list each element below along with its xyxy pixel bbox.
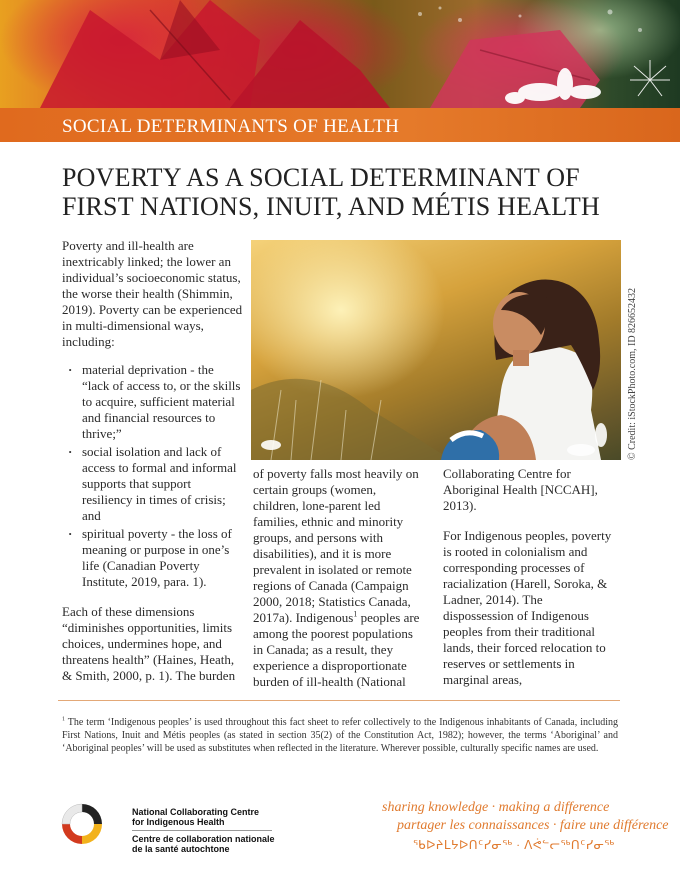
ncc-circle-logo-icon bbox=[58, 800, 106, 848]
section-title: SOCIAL DETERMINANTS OF HEALTH bbox=[62, 116, 400, 137]
list-item: · material deprivation - the “lack of access to, or the skills to acquire, sufficient material and financial resources to thrive;” bbox=[82, 362, 244, 442]
page-title-line-2: FIRST NATIONS, INUIT, AND MÉTIS HEALTH bbox=[62, 192, 600, 221]
page-title bbox=[62, 163, 642, 221]
text-column-1 bbox=[62, 238, 244, 684]
paragraph-burden-part-2: peoples are among the poorest populations in Canada; as a result, they experience a disproportionate burden of ill-health (National bbox=[253, 610, 420, 689]
org-name-french-1: Centre de collaboration nationale bbox=[132, 834, 275, 844]
child-portrait-illustration bbox=[251, 240, 621, 460]
org-name-english-1: National Collaborating Centre bbox=[132, 807, 260, 817]
footnote-divider bbox=[58, 700, 620, 701]
footnote-marker: 1 bbox=[62, 716, 65, 723]
org-name-french-2: de la santé autochtone bbox=[132, 844, 230, 854]
org-name-rule bbox=[132, 830, 272, 831]
section-band bbox=[0, 108, 680, 142]
paragraph-nccah-citation: Collaborating Centre for Aboriginal Health [NCCAH], 2013). bbox=[443, 466, 598, 513]
footnote-ref: 1 bbox=[353, 609, 358, 619]
poverty-dimensions-list bbox=[62, 362, 244, 590]
footnote bbox=[62, 716, 618, 755]
paragraph-burden-part-1: of poverty falls most heavily on certain groups (women, children, lone-parent led families, ethnic and minority groups, and persons with disabilities), and it is more prevalent in isolated or remote regions of Canada (Campaign 2000, 2018; Statistics Canada, 2017a). Indigenous bbox=[253, 466, 419, 625]
photo-credit: © Credit: iStockPhoto.com, ID 826652432 bbox=[627, 287, 638, 460]
autumn-leaves-illustration bbox=[0, 0, 680, 108]
list-item: · spiritual poverty - the loss of meaning or purpose in one’s life (Canadian Poverty Institute, 2019, para. 1). bbox=[82, 526, 244, 590]
page-title-line-1: POVERTY AS A SOCIAL DETERMINANT OF bbox=[62, 163, 580, 192]
text-column-3 bbox=[443, 466, 613, 688]
list-item: · social isolation and lack of access to formal and informal supports that support resiliency in times of crisis; and bbox=[82, 444, 244, 524]
organization-name bbox=[132, 807, 275, 854]
org-name-english-2: for Indigenous Health bbox=[132, 817, 225, 827]
tagline-english: sharing knowledge · making a difference bbox=[382, 800, 610, 815]
intro-paragraph: Poverty and ill-health are inextricably linked; the lower an individual’s socioeconomic status, the worse their health (Shimmin, 2019). Poverty can be experienced in multi-dimensional ways, including: bbox=[62, 238, 243, 349]
header-photo-banner bbox=[0, 0, 680, 108]
footnote-text: The term ‘Indigenous peoples’ is used throughout this fact sheet to refer collectively to the Indigenous inhabitants of Canada, including First Nations, Inuit and Métis peoples (as stated in section 35(2) of the Constitution Act, 1982); however, the terms ‘Aboriginal’ and ‘Aboriginal peoples’ will be used as substitutes when reflected in the literature. Wherever possible, culturally specific names are used. bbox=[62, 717, 618, 754]
paragraph-burden bbox=[253, 466, 423, 690]
child-photo bbox=[251, 240, 621, 460]
paragraph-colonialism: For Indigenous peoples, poverty is rooted in colonialism and corresponding processes of racialization (Harell, Soroka, & Ladner, 2014). The dispossession of Indigenous peoples from their traditional lands, their forced relocation to reserves or settlements in marginal areas, bbox=[443, 528, 612, 687]
tagline-syllabics: ᖃᐅᔨᒪᔭᐅᑎᑦᓯᓂᖅ · ᐱᕚᓪᓕᖅᑎᑦᓯᓂᖅ bbox=[413, 838, 615, 852]
text-column-2 bbox=[253, 466, 423, 690]
tagline-french: partager les connaissances · faire une différence bbox=[397, 818, 669, 833]
paragraph-dimensions: Each of these dimensions “diminishes opportunities, limits choices, undermines hope, and threatens health” (Haines, Heath, & Smith, 2000, p. 1). The burden bbox=[62, 604, 236, 683]
